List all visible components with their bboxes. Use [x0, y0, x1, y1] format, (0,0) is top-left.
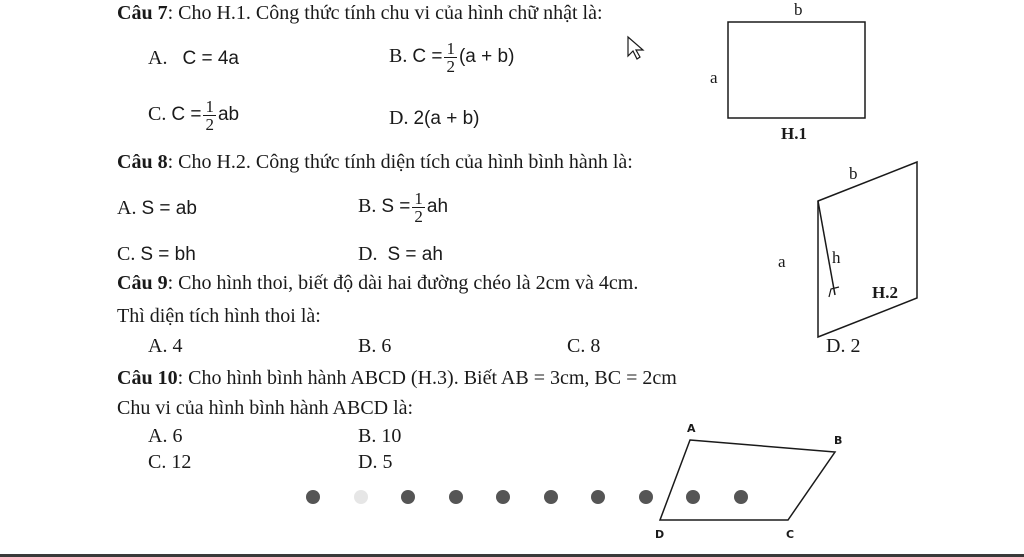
q10-option-a[interactable]: A. 6 — [148, 425, 183, 447]
q7-option-c[interactable]: C. C = $\frac{1}{2}$ ab — [148, 97, 240, 134]
h1-label-a: a — [710, 68, 718, 87]
q9-title: Câu 9: Cho hình thoi, biết độ dài hai đường chéo là 2cm và 4cm. — [117, 272, 639, 294]
h2-caption: H.2 — [872, 283, 898, 302]
q8-option-b[interactable]: B. S = $\frac{1}{2}$ ah — [358, 189, 449, 226]
q10-option-d[interactable]: D. 5 — [358, 451, 393, 473]
pagination-dot[interactable] — [401, 490, 415, 504]
h3-label-a: A — [687, 422, 696, 435]
q10-option-b[interactable]: B. 10 — [358, 425, 402, 447]
h2-parallelogram — [818, 162, 917, 337]
h2-height-line — [818, 201, 835, 295]
pagination-dot[interactable] — [639, 490, 653, 504]
h2-label-a: a — [778, 252, 786, 271]
q8-option-c[interactable]: C. S = bh — [117, 243, 196, 265]
pagination-dot[interactable] — [354, 490, 368, 504]
q7-option-a[interactable]: A. C = 4a — [148, 47, 239, 69]
pagination-dot[interactable] — [686, 490, 700, 504]
q9-option-b[interactable]: B. 6 — [358, 335, 392, 357]
q8-option-d[interactable]: D. S = ah — [358, 243, 443, 265]
pagination-dot[interactable] — [591, 490, 605, 504]
q7-title: Câu 7: Cho H.1. Công thức tính chu vi của hình chữ nhật là: — [117, 2, 603, 24]
h3-parallelogram — [660, 440, 835, 520]
q10-title: Câu 10: Cho hình bình hành ABCD (H.3). Biết AB = 3cm, BC = 2cm — [117, 367, 677, 389]
q7-option-b[interactable]: B. C = $\frac{1}{2}$ (a + b) — [389, 39, 515, 76]
pagination-dot[interactable] — [544, 490, 558, 504]
q8-title: Câu 8: Cho H.2. Công thức tính diện tích của hình bình hành là: — [117, 151, 633, 173]
q9-option-a[interactable]: A. 4 — [148, 335, 183, 357]
h3-label-d: D — [655, 528, 665, 541]
q7-option-d[interactable]: D. 2(a + b) — [389, 107, 480, 129]
h2-label-b: b — [849, 164, 858, 183]
h1-caption: H.1 — [781, 124, 807, 143]
q8-option-a[interactable]: A. S = ab — [117, 197, 197, 219]
mouse-cursor-icon — [628, 37, 643, 59]
pagination-dot[interactable] — [449, 490, 463, 504]
h2-label-h: h — [832, 248, 841, 267]
q10-option-c[interactable]: C. 12 — [148, 451, 192, 473]
h3-label-b: B — [834, 434, 843, 447]
h3-label-c: C — [786, 528, 795, 541]
q9-option-d[interactable]: D. 2 — [826, 335, 861, 357]
pagination-dot[interactable] — [734, 490, 748, 504]
pagination-dot[interactable] — [306, 490, 320, 504]
q9-subtitle: Thì diện tích hình thoi là: — [117, 305, 321, 327]
q10-subtitle: Chu vi của hình bình hành ABCD là: — [117, 397, 414, 419]
h1-rectangle — [728, 22, 865, 118]
h1-label-b: b — [794, 0, 803, 19]
q9-option-c[interactable]: C. 8 — [567, 335, 601, 357]
pagination-dot[interactable] — [496, 490, 510, 504]
